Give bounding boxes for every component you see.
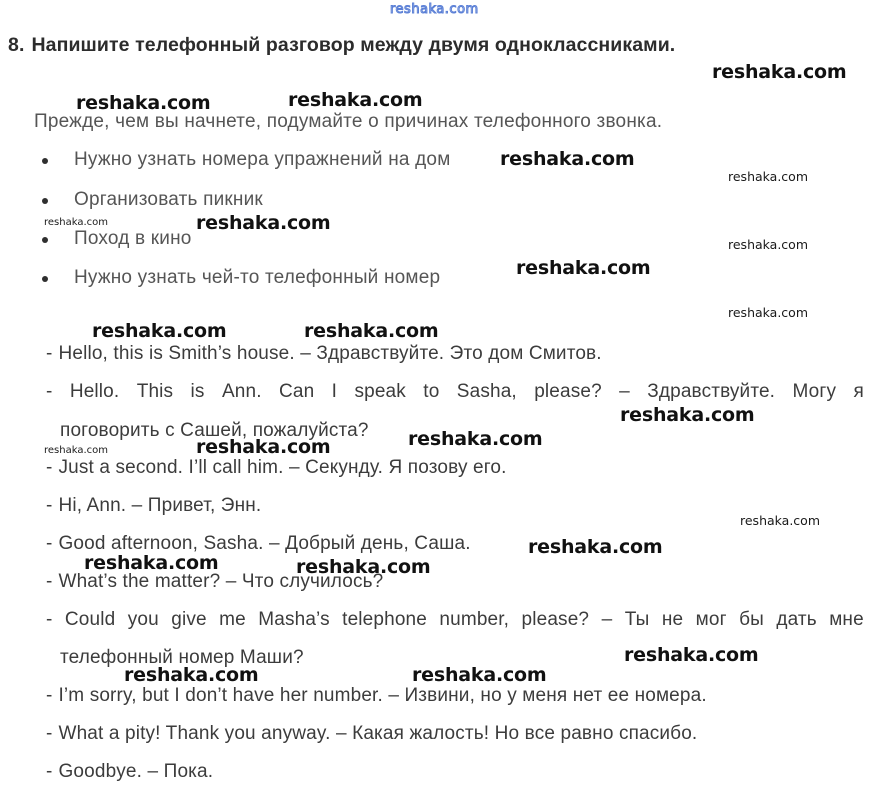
intro-text: Прежде, чем вы начнете, подумайте о причинах телефонного звонка. bbox=[34, 111, 663, 132]
watermark: reshaka.com bbox=[624, 644, 759, 666]
word: I bbox=[331, 381, 338, 402]
bullet-icon bbox=[42, 198, 48, 204]
line-text: Hello, this is Smith’s house. – Здравствуйте. Это дом Смитов. bbox=[58, 343, 602, 364]
dash: - bbox=[46, 495, 53, 516]
word: дать bbox=[776, 609, 817, 630]
word: you bbox=[127, 609, 159, 630]
watermark: reshaka.com bbox=[408, 428, 543, 450]
watermark: reshaka.com bbox=[196, 212, 331, 234]
justified-line bbox=[46, 609, 864, 631]
word: give bbox=[171, 609, 207, 630]
watermark: reshaka.com bbox=[712, 61, 847, 83]
dialogue-line-cont: поговорить с Сашей, пожалуйста? bbox=[60, 420, 369, 441]
dialogue-line bbox=[46, 495, 261, 517]
bullet-icon bbox=[42, 276, 48, 282]
watermark: reshaka.com bbox=[44, 445, 108, 456]
word: Could bbox=[64, 609, 116, 630]
dialogue-line bbox=[46, 343, 602, 365]
word: я bbox=[853, 381, 864, 402]
bullet-icon bbox=[42, 158, 48, 164]
watermark: reshaka.com bbox=[92, 320, 227, 342]
dash: - bbox=[46, 609, 53, 630]
word: мог bbox=[695, 609, 727, 630]
dash: - bbox=[46, 533, 53, 554]
watermark: reshaka.com bbox=[44, 217, 108, 228]
word: telephone bbox=[342, 609, 427, 630]
word: Can bbox=[278, 381, 315, 402]
task-title: Напишите телефонный разговор между двумя одноклассниками. bbox=[31, 34, 676, 56]
word: Hello. bbox=[69, 381, 120, 402]
line-text: Just a second. I’ll call him. – Секунду. Я позову его. bbox=[58, 457, 507, 478]
word: Sasha, bbox=[456, 381, 517, 402]
watermark: reshaka.com bbox=[196, 436, 331, 458]
watermark: reshaka.com bbox=[84, 552, 219, 574]
dialogue-line bbox=[46, 761, 213, 783]
word: не bbox=[661, 609, 684, 630]
watermark: reshaka.com bbox=[124, 664, 259, 686]
watermark: reshaka.com bbox=[516, 257, 651, 279]
watermark: reshaka.com bbox=[620, 404, 755, 426]
dash: - bbox=[46, 571, 53, 592]
bullet-icon bbox=[42, 237, 48, 243]
watermark: reshaka.com bbox=[76, 92, 211, 114]
task-heading bbox=[8, 34, 675, 57]
line-text: Goodbye. – Пока. bbox=[58, 761, 214, 782]
word: me bbox=[219, 609, 246, 630]
dialogue-line bbox=[46, 685, 707, 707]
word: Ты bbox=[624, 609, 650, 630]
watermark: reshaka.com bbox=[728, 305, 808, 320]
word: number, bbox=[439, 609, 510, 630]
watermark: reshaka.com bbox=[412, 664, 547, 686]
word: Здравствуйте. bbox=[647, 381, 776, 402]
word: is bbox=[190, 381, 205, 402]
word: speak bbox=[354, 381, 406, 402]
word: please? bbox=[534, 381, 602, 402]
bullet-text: Организовать пикник bbox=[74, 189, 263, 210]
word: to bbox=[423, 381, 440, 402]
dash: - bbox=[46, 723, 53, 744]
dialogue-line-cont: телефонный номер Маши? bbox=[60, 647, 304, 668]
word: Ann. bbox=[221, 381, 262, 402]
word: – bbox=[619, 381, 630, 402]
bullet-text: Поход в кино bbox=[74, 228, 192, 249]
dash: - bbox=[46, 761, 53, 782]
watermark: reshaka.com bbox=[304, 320, 439, 342]
word: бы bbox=[739, 609, 764, 630]
watermark: reshaka.com bbox=[500, 148, 635, 170]
dialogue-line bbox=[46, 723, 697, 745]
line-text: Hi, Ann. – Привет, Энн. bbox=[58, 495, 262, 516]
task-number: 8. bbox=[8, 34, 25, 56]
dialogue-line bbox=[46, 457, 507, 479]
watermark: reshaka.com bbox=[288, 89, 423, 111]
word: мне bbox=[829, 609, 864, 630]
dash: - bbox=[46, 381, 53, 402]
word: This bbox=[136, 381, 174, 402]
watermark: reshaka.com bbox=[740, 513, 820, 528]
word: please? bbox=[521, 609, 590, 630]
dash: - bbox=[46, 343, 53, 364]
line-text: Good afternoon, Sasha. – Добрый день, Саша. bbox=[58, 533, 471, 554]
line-text: What’s the matter? – Что случилось? bbox=[58, 571, 384, 592]
word: Могу bbox=[792, 381, 837, 402]
dash: - bbox=[46, 685, 53, 706]
dialogue-line bbox=[46, 609, 864, 631]
watermark: reshaka.com bbox=[528, 536, 663, 558]
line-text: I’m sorry, but I don’t have her number. – Извини, но у меня нет ее номера. bbox=[58, 685, 707, 706]
watermark: reshaka.com bbox=[296, 556, 431, 578]
word: – bbox=[601, 609, 613, 630]
top-watermark: reshaka.com bbox=[390, 2, 479, 17]
line-text: What a pity! Thank you anyway. – Какая жалость! Но все равно спасибо. bbox=[58, 723, 698, 744]
dialogue-line bbox=[46, 381, 864, 403]
dash: - bbox=[46, 457, 53, 478]
justified-line bbox=[46, 381, 864, 403]
watermark: reshaka.com bbox=[728, 169, 808, 184]
word: Masha’s bbox=[258, 609, 330, 630]
bullet-text: Нужно узнать чей-то телефонный номер bbox=[74, 267, 441, 288]
bullet-text: Нужно узнать номера упражнений на дом bbox=[74, 149, 451, 170]
watermark: reshaka.com bbox=[728, 237, 808, 252]
